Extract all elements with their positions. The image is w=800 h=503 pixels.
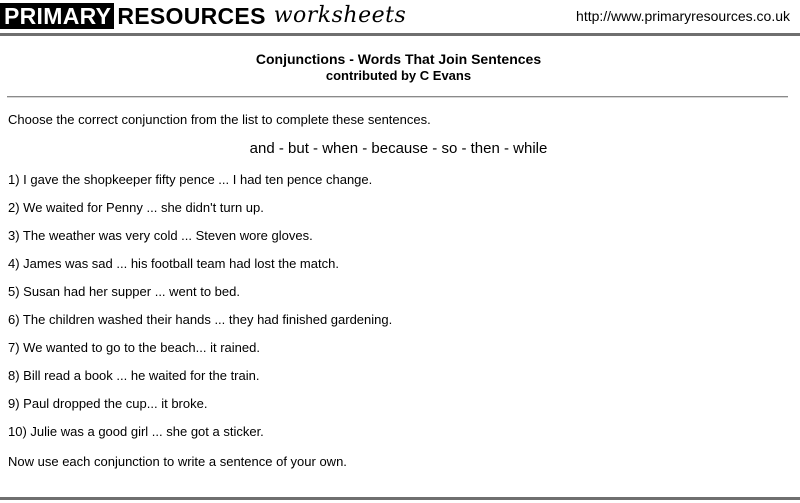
question-item: 3) The weather was very cold ... Steven wore gloves.: [8, 228, 313, 243]
instructions-text: Choose the correct conjunction from the list to complete these sentences.: [8, 112, 431, 127]
primary-resources-logo[interactable]: [0, 3, 406, 29]
question-item: 1) I gave the shopkeeper fifty pence ... I had ten pence change.: [8, 172, 373, 187]
closing-instruction: Now use each conjunction to write a sentence of your own.: [8, 454, 347, 469]
logo-primary-text: PRIMARY: [0, 3, 114, 29]
question-item: 10) Julie was a good girl ... she got a sticker.: [8, 424, 264, 439]
question-item: 9) Paul dropped the cup... it broke.: [8, 396, 208, 411]
worksheet-author: contributed by C Evans: [325, 68, 472, 83]
question-item: 7) We wanted to go to the beach... it rained.: [8, 340, 260, 355]
page-header: [0, 0, 800, 34]
worksheet-title: Conjunctions - Words That Join Sentences: [255, 51, 542, 67]
question-item: 8) Bill read a book ... he waited for the train.: [8, 368, 260, 383]
site-url-link[interactable]: http://www.primaryresources.co.uk: [576, 8, 790, 24]
footer-divider: [0, 497, 800, 500]
worksheet-title-block: [0, 51, 797, 84]
logo-worksheets-text: worksheets: [273, 3, 407, 28]
question-item: 2) We waited for Penny ... she didn't turn up.: [8, 200, 264, 215]
header-divider: [0, 33, 800, 36]
content-divider: [7, 96, 788, 98]
logo-resources-text: RESOURCES: [117, 3, 266, 29]
conjunction-word-bank: and - but - when - because - so - then - while: [249, 140, 548, 157]
question-item: 5) Susan had her supper ... went to bed.: [8, 284, 240, 299]
question-item: 4) James was sad ... his football team had lost the match.: [8, 256, 339, 271]
question-list: [8, 172, 392, 452]
question-item: 6) The children washed their hands ... they had finished gardening.: [8, 312, 393, 327]
